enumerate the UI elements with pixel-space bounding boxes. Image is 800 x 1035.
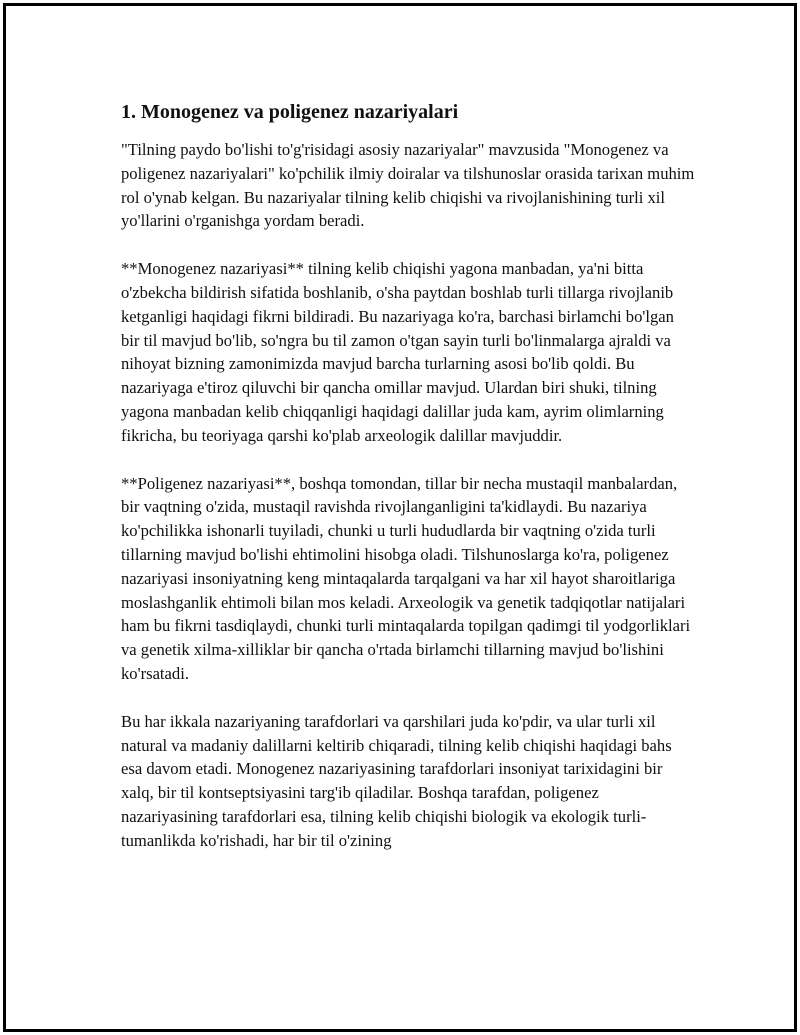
page-frame: [3, 3, 797, 1032]
paragraph-comparison: Bu har ikkala nazariyaning tarafdorlari va qarshilari juda ko'pdir, va ular turli xil natural va madaniy dalillarni keltirib chiqaradi, tilning kelib chiqishi haqidagi bahs esa davom etadi. Monogenez nazariyasining tarafdorlari insoniyat tarixidagini bir xalq, bir til kontseptsiyasini targ'ib qiladilar. Boshqa tarafdan, poligenez nazariyasining tarafdorlari esa, tilning kelib chiqishi biologik va ekologik turli-tumanlikda ko'rishadi, har bir til o'zining: [121, 711, 672, 850]
paragraph-poligenez: **Poligenez nazariyasi**, boshqa tomondan, tillar bir necha mustaqil manbalardan, bir vaqtning o'zida, mustaqil ravishda rivojlanganligini ta'kidlaydi. Bu nazariya ko'pchilikka ishonarli tuyiladi, chunki u turli hududlarda bir vaqtning o'zida turli tillarning mavjud bo'lishi ehtimolini hisobga oladi. Tilshunoslarga ko'ra, poligenez nazariyasi insoniyatning keng mintaqalarda tarqalgani va har xil hayot sharoitlariga moslashganlik ehtimoli bilan mos keladi. Arxeologik va genetik tadqiqotlar natijalari ham bu fikrni tasdiqlaydi, chunki turli mintaqalarda topilgan qadimgi til yodgorliklari va genetik xilma-xilliklar bir qancha o'rtada birlamchi tillarning mavjud bo'lishini ko'rsatadi.: [121, 473, 691, 683]
section-heading: 1. Monogenez va poligenez nazariyalari: [121, 101, 459, 123]
document-body: [121, 98, 696, 877]
paragraph-monogenez: **Monogenez nazariyasi** tilning kelib chiqishi yagona manbadan, ya'ni bitta o'zbekcha bildirish sifatida boshlanib, o'sha paytdan boshlab turli tillarga rivojlanib ketganligi haqidagi fikrni bildiradi. Bu nazariyaga ko'ra, barchasi birlamchi bo'lgan bir til mavjud bo'lib, so'ngra bu til zamon o'tgan sayin turli bo'linmalarga ajraldi va nihoyat bizning zamonimizda mavjud barcha turlarning asosi bo'lib qoldi. Bu nazariyaga e'tiroz qiluvchi bir qancha omillar mavjud. Ulardan biri shuki, tilning yagona manbadan kelib chiqqanligi haqidagi dalillar juda kam, ayrim olimlarning fikricha, bu teoriyaga qarshi ko'plab arxeologik dalillar mavjuddir.: [121, 259, 674, 445]
paragraph-intro: "Tilning paydo bo'lishi to'g'risidagi asosiy nazariyalar" mavzusida "Monogenez va poligenez nazariyalari" ko'pchilik ilmiy doiralar va tilshunoslar orasida tarixan muhim rol o'ynab kelgan. Bu nazariyalar tilning kelib chiqishi va rivojlanishining turli xil yo'llarini o'rganishga yordam beradi.: [121, 140, 695, 231]
